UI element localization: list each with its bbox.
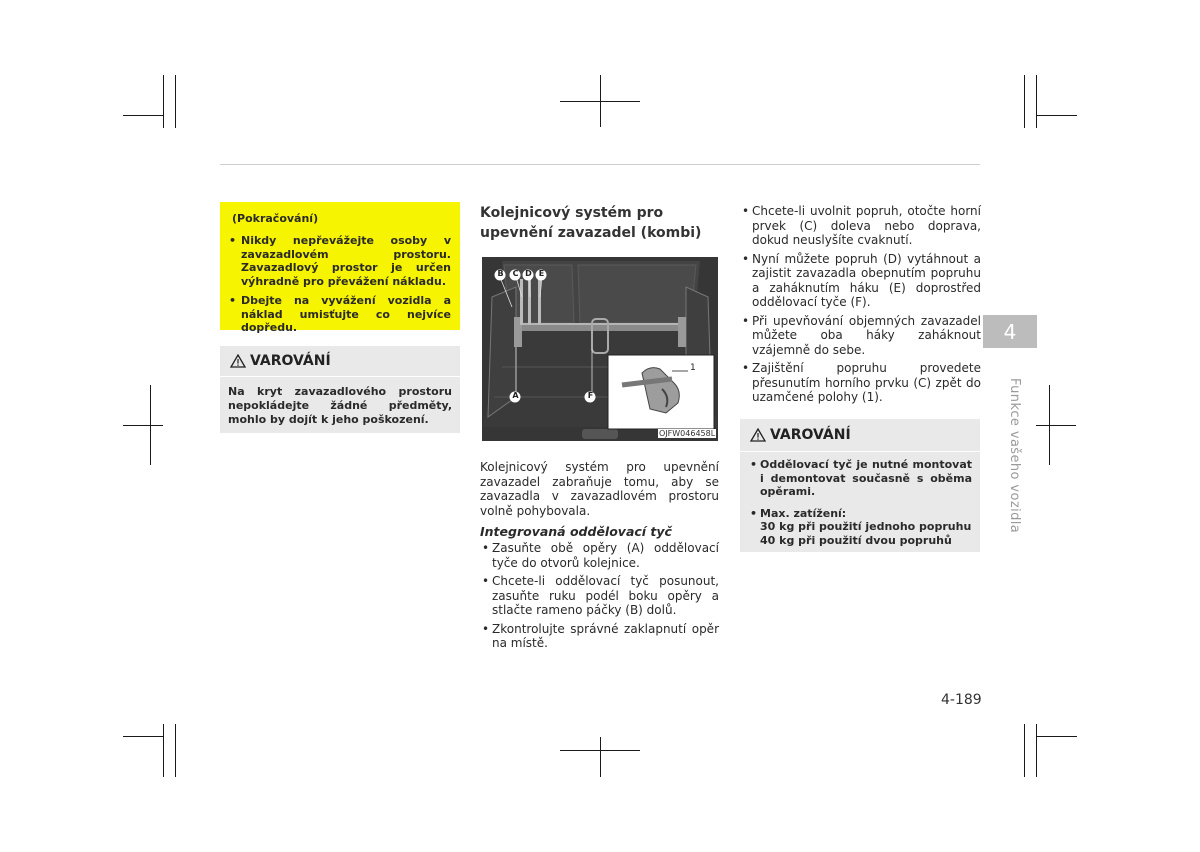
warning-title — [740, 419, 980, 451]
bullet-icon: • — [750, 458, 758, 471]
bullet-icon: • — [482, 574, 490, 588]
chapter-tab: 4 — [983, 315, 1037, 348]
warning-item — [748, 507, 972, 548]
bullet-icon: • — [742, 361, 750, 375]
bullet-icon: • — [229, 234, 237, 247]
list-item — [480, 574, 719, 618]
caution-box — [220, 202, 460, 334]
load-line-two: 40 kg při použití dvou popruhů — [760, 533, 952, 547]
list-item-text: Chcete-li uvolnit popruh, otočte horní prvek (C) doleva nebo doprava, dokud neuslyšíte cvaknutí. — [752, 204, 981, 247]
caution-item-text: Nikdy nepřevážejte osoby v zavazadlovém prostoru. Zavazadlový prostor je určen výhradně pro převážení nákladu. — [241, 234, 451, 288]
caution-item — [229, 294, 451, 335]
figure-callouts — [482, 257, 718, 441]
warning-title — [220, 346, 460, 376]
warning-box-right — [740, 419, 980, 552]
steps-list — [480, 541, 719, 655]
page-number: 4-189 — [941, 692, 982, 708]
label-d: D — [525, 269, 532, 278]
warning-text: Na kryt zavazadlového prostoru nepokládejte žádné předměty, mohlo by dojít k jeho poškození. — [228, 385, 452, 426]
subheading: Integrovaná oddělovací tyč — [480, 524, 672, 539]
list-item-text: Zkontrolujte správné zaklapnutí opěr na místě. — [492, 621, 719, 650]
load-line-one: 30 kg při použití jednoho popruhu — [760, 520, 972, 533]
warning-body — [740, 452, 980, 547]
warning-triangle-icon — [230, 354, 246, 368]
list-item — [480, 541, 719, 570]
label-1: 1 — [690, 363, 696, 373]
label-a: A — [512, 391, 519, 400]
list-item-text: Zasuňte obě opěry (A) oddělovací tyče do otvorů kolejnice. — [492, 541, 719, 570]
bullet-icon: • — [742, 251, 750, 266]
bullet-icon: • — [742, 313, 750, 328]
label-f: F — [587, 391, 594, 400]
list-item-text: Při upevňování objemných zavazadel můžete oba háky zaháknout vzájemně do sebe. — [752, 313, 981, 357]
label-b: B — [497, 269, 504, 278]
warning-triangle-icon — [750, 428, 766, 442]
label-c: C — [512, 269, 519, 278]
chapter-title: Funkce vašeho vozidla — [1007, 378, 1022, 534]
warning-item — [748, 458, 972, 499]
cargo-rail-illustration — [482, 257, 718, 441]
intro-paragraph: Kolejnicový systém pro upevnění zavazadel zabraňuje tomu, aby se zavazadla v zavazadlovém prostoru volně pohybovala. — [480, 460, 719, 518]
list-item — [740, 204, 981, 248]
list-item-text: Chcete-li oddělovací tyč posunout, zasuňte ruku podél boku opěry a stlačte rameno páčky (B) dolů. — [492, 574, 719, 617]
right-steps-list — [740, 204, 981, 409]
warning-title-text: VAROVÁNÍ — [770, 427, 851, 443]
warning-item-text: Oddělovací tyč je nutné montovat i demontovat současně s oběma opěrami. — [760, 458, 972, 498]
bullet-icon: • — [482, 541, 490, 555]
caution-item-text: Dbejte na vyvážení vozidla a náklad umisťujte co nejvíce dopředu. — [241, 294, 451, 334]
list-item — [740, 314, 981, 358]
load-label: Max. zatížení: — [760, 506, 847, 520]
list-item — [740, 361, 981, 405]
list-item — [740, 252, 981, 310]
caution-heading: (Pokračování) — [232, 212, 319, 225]
bullet-icon: • — [482, 621, 490, 636]
warning-title-text: VAROVÁNÍ — [250, 353, 331, 369]
warning-box-left — [220, 346, 460, 433]
list-item-text: Zajištění popruhu provedete přesunutím horního prvku (C) zpět do uzamčené polohy (1). — [752, 361, 981, 404]
label-e: E — [538, 269, 545, 278]
section-heading: Kolejnicový systém pro upevnění zavazadel (kombi) — [480, 205, 702, 241]
list-item-text: Nyní můžete popruh (D) vytáhnout a zajistit zavazadla obepnutím popruhu a zaháknutím háku (E) doprostřed oddělovací tyče (F). — [752, 251, 981, 309]
list-item — [480, 622, 719, 651]
bullet-icon: • — [742, 204, 750, 218]
bullet-icon: • — [229, 294, 237, 307]
caution-item — [229, 234, 451, 288]
bullet-icon: • — [750, 506, 758, 520]
figure-code: OJFW046458L — [659, 429, 716, 438]
header-rule — [220, 164, 980, 165]
